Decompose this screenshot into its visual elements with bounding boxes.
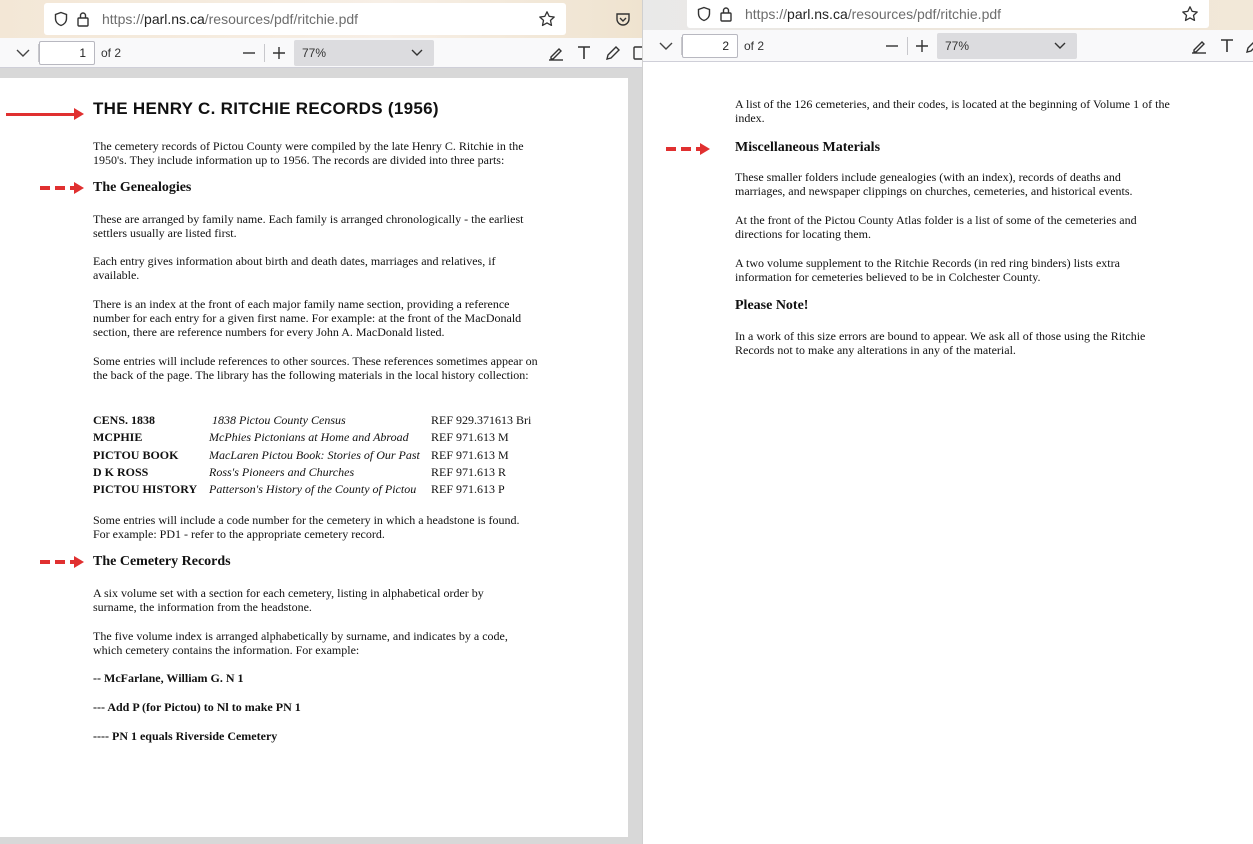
paragraph: There is an index at the front of each major family name section, providing a reference number for each entry for a given first name. For example: at the front of the MacDonald section, there are reference numbers for every John A. MacDonald listed. xyxy=(93,297,522,339)
example-line: -- McFarlane, William G. N 1 xyxy=(93,671,244,685)
text-tool-icon[interactable] xyxy=(573,42,595,64)
annotation-arrow-icon xyxy=(6,113,78,116)
zoom-select[interactable] xyxy=(294,40,434,66)
annotation-dashed-arrow-icon xyxy=(666,147,704,151)
section-heading-genealogies: The Genealogies xyxy=(93,180,192,195)
annotation-dashed-arrow-icon xyxy=(40,560,78,564)
paragraph: Some entries will include references to other sources. These references sometimes appear on the back of the page. The library has the following materials in the local history collection: xyxy=(93,354,538,382)
highlight-icon[interactable] xyxy=(545,42,567,64)
text-tool-icon[interactable] xyxy=(1216,35,1238,57)
source-ref: REF 971.613 M xyxy=(431,430,509,444)
paragraph: At the front of the Pictou County Atlas folder is a list of some of the cemeteries and directions for locating them. xyxy=(735,213,1137,241)
page-number-input[interactable]: 1 xyxy=(39,41,95,65)
lock-icon[interactable] xyxy=(715,3,737,25)
source-code: PICTOU HISTORY xyxy=(93,482,198,496)
draw-icon[interactable] xyxy=(602,42,624,64)
example-line: ---- PN 1 equals Riverside Cemetery xyxy=(93,729,278,743)
source-title: Patterson's History of the County of Pictou xyxy=(209,482,417,496)
address-bar[interactable] xyxy=(687,0,1209,28)
address-bar[interactable] xyxy=(44,3,566,35)
pdf-page-2 xyxy=(643,62,1253,844)
page-count-label: of 2 xyxy=(744,38,765,53)
shield-icon[interactable] xyxy=(693,3,715,25)
shield-icon[interactable] xyxy=(50,8,72,30)
pocket-icon[interactable] xyxy=(612,9,634,31)
toolbar-divider xyxy=(264,44,265,62)
url-text: https://parl.ns.ca/resources/pdf/ritchie.pdf xyxy=(102,11,359,27)
zoom-value: 77% xyxy=(302,45,327,60)
paragraph: These are arranged by family name. Each family is arranged chronologically - the earliest settlers usually are listed first. xyxy=(93,212,524,240)
annotation-dashed-arrow-icon xyxy=(40,186,78,190)
paragraph: Some entries will include a code number for the cemetery in which a headstone is found. For example: PD1 - refer to the appropriate cemetery record. xyxy=(93,513,520,541)
pdf-toolbar xyxy=(643,30,1253,62)
source-ref: REF 971.613 R xyxy=(431,465,507,479)
chevron-down-icon[interactable] xyxy=(655,35,677,57)
page-number-input[interactable]: 2 xyxy=(682,34,738,58)
bookmark-star-icon[interactable] xyxy=(1179,3,1201,25)
chevron-down-icon xyxy=(406,42,428,64)
document-title: THE HENRY C. RITCHIE RECORDS (1956) xyxy=(93,99,439,118)
source-ref: REF 971.613 M xyxy=(431,448,509,462)
source-title: 1838 Pictou County Census xyxy=(212,413,346,427)
zoom-out-icon[interactable] xyxy=(881,35,903,57)
highlight-icon[interactable] xyxy=(1188,35,1210,57)
section-heading-please-note: Please Note! xyxy=(735,298,809,313)
section-heading-cemetery-records: The Cemetery Records xyxy=(93,554,231,569)
right-pdf-window xyxy=(642,0,1253,844)
zoom-out-icon[interactable] xyxy=(238,42,260,64)
zoom-value: 77% xyxy=(945,38,970,53)
browser-toolbar xyxy=(643,0,1253,30)
toolbar-divider xyxy=(907,37,908,55)
image-tool-icon[interactable] xyxy=(630,42,642,64)
source-code: CENS. 1838 xyxy=(93,413,156,427)
url-text: https://parl.ns.ca/resources/pdf/ritchie.pdf xyxy=(745,6,1002,22)
paragraph: A two volume supplement to the Ritchie Records (in red ring binders) lists extra information for cemeteries believed to be in Colchester County. xyxy=(735,256,1120,284)
paragraph: A six volume set with a section for each cemetery, listing in alphabetical order by surname, the information from the headstone. xyxy=(93,586,484,614)
paragraph: Each entry gives information about birth and death dates, marriages and relatives, if available. xyxy=(93,254,496,282)
bookmark-star-icon[interactable] xyxy=(536,8,558,30)
zoom-in-icon[interactable] xyxy=(911,35,933,57)
paragraph: These smaller folders include genealogies (with an index), records of deaths and marriages, and newspaper clippings on churches, cemeteries, and historical events. xyxy=(735,170,1133,198)
zoom-in-icon[interactable] xyxy=(268,42,290,64)
page-count-label: of 2 xyxy=(101,45,122,60)
browser-toolbar xyxy=(0,0,642,38)
draw-icon[interactable] xyxy=(1242,35,1253,57)
source-title: Ross's Pioneers and Churches xyxy=(209,465,355,479)
paragraph: A list of the 126 cemeteries, and their codes, is located at the beginning of Volume 1 of the index. xyxy=(735,97,1170,125)
source-code: MCPHIE xyxy=(93,430,143,444)
chevron-down-icon xyxy=(1049,35,1071,57)
chevron-down-icon[interactable] xyxy=(12,42,34,64)
lock-icon[interactable] xyxy=(72,8,94,30)
pdf-page-1 xyxy=(0,78,628,837)
pdf-toolbar xyxy=(0,38,642,68)
source-ref: REF 929.371613 Bri xyxy=(431,413,532,427)
source-title: MacLaren Pictou Book: Stories of Our Past xyxy=(209,448,420,462)
source-code: D K ROSS xyxy=(93,465,149,479)
section-heading-miscellaneous: Miscellaneous Materials xyxy=(735,140,881,155)
example-line: --- Add P (for Pictou) to Nl to make PN 1 xyxy=(93,700,301,714)
paragraph: In a work of this size errors are bound to appear. We ask all of those using the Ritchie Records not to make any alterations in any of the material. xyxy=(735,329,1146,357)
source-code: PICTOU BOOK xyxy=(93,448,179,462)
paragraph: The five volume index is arranged alphabetically by surname, and indicates by a code, which cemetery contains the information. For example: xyxy=(93,629,508,657)
intro-paragraph: The cemetery records of Pictou County were compiled by the late Henry C. Ritchie in the 1950's. They include information up to 1956. The records are divided into three parts: xyxy=(93,139,524,167)
zoom-select[interactable] xyxy=(937,33,1077,59)
source-title: McPhies Pictonians at Home and Abroad xyxy=(209,430,409,444)
source-ref: REF 971.613 P xyxy=(431,482,505,496)
